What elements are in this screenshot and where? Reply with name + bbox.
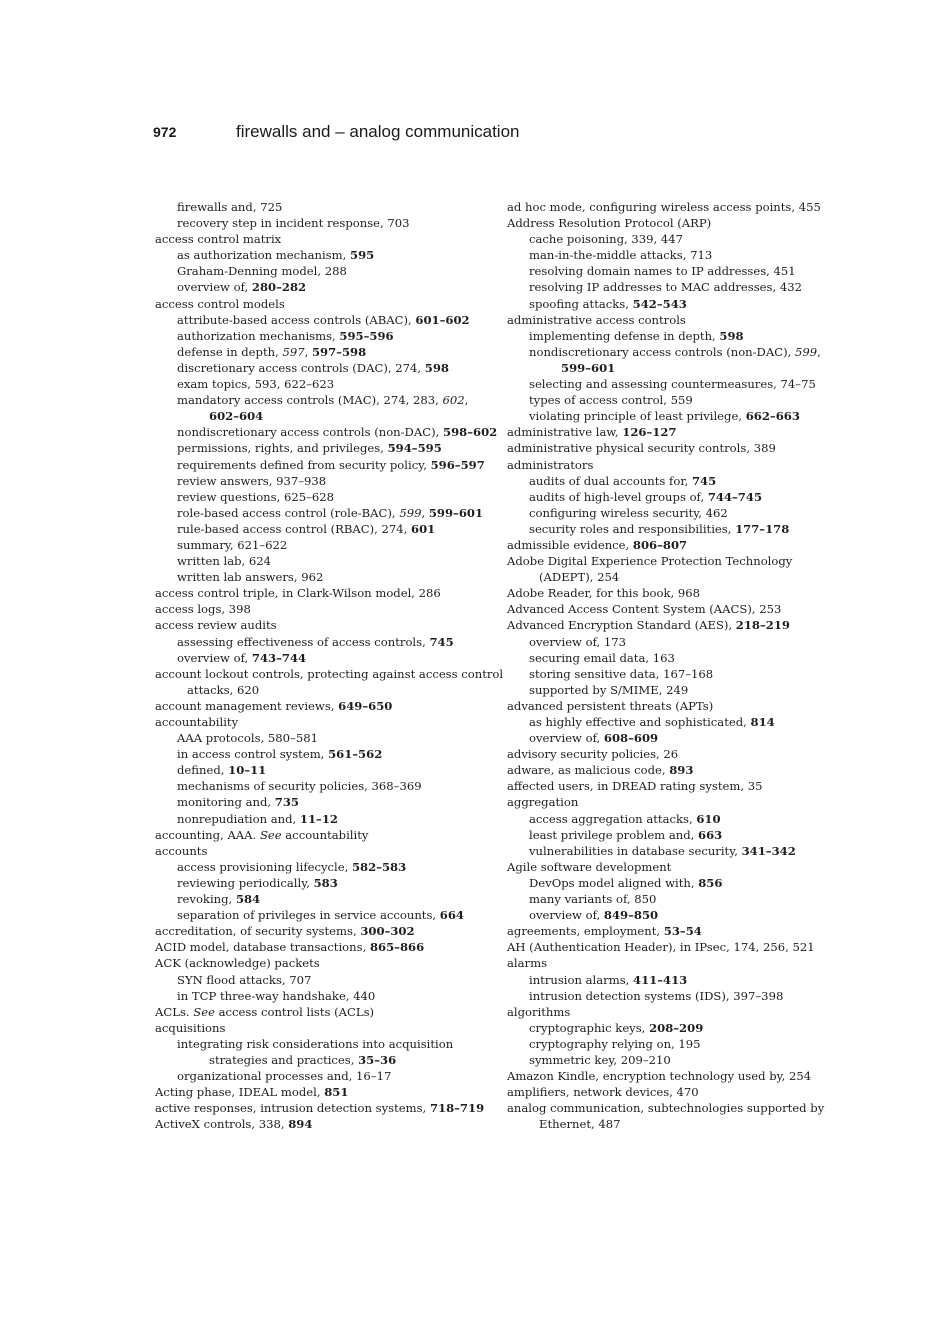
entry-text: integrating risk considerations into acquisition xyxy=(177,1036,454,1051)
entry-text: security roles and responsibilities, xyxy=(529,521,736,536)
index-subentry xyxy=(507,279,817,295)
entry-text: violating principle of least privilege, xyxy=(529,409,746,424)
index-subentry xyxy=(507,344,821,376)
index-subentry xyxy=(507,521,817,537)
entry-text: in access control system, xyxy=(177,747,329,762)
index-entry xyxy=(507,585,817,601)
index-subentry xyxy=(155,537,491,553)
page-ref-primary: 584 xyxy=(235,892,261,907)
index-subentry xyxy=(507,891,817,907)
entry-text: nonrepudiation and, xyxy=(177,811,300,826)
entry-text: nondiscretionary access controls (non-DAC), xyxy=(177,425,443,440)
index-subentry xyxy=(507,988,817,1004)
entry-text: review questions, 625–628 xyxy=(177,489,335,504)
page-ref-primary: 814 xyxy=(750,715,775,729)
page-ref-primary: 735 xyxy=(274,795,299,810)
index-entry xyxy=(155,1084,491,1100)
entry-text: resolving domain names to IP addresses, 451 xyxy=(529,264,796,279)
page-ref-primary: 208–209 xyxy=(649,1020,704,1035)
index-subentry xyxy=(155,424,498,440)
index-entry xyxy=(155,1100,491,1116)
entry-text: intrusion alarms, xyxy=(529,972,634,987)
entry-text: account management reviews, xyxy=(155,698,339,713)
index-subentry xyxy=(507,811,817,827)
entry-text: overview of, xyxy=(177,650,252,665)
index-entry xyxy=(155,1020,491,1036)
index-entry xyxy=(507,617,817,633)
index-column-right xyxy=(507,199,825,1132)
page-ref-primary: 542–543 xyxy=(632,296,687,311)
entry-text: acquisitions xyxy=(155,1020,226,1035)
index-subentry xyxy=(507,1052,817,1068)
index-subentry xyxy=(155,762,491,778)
entry-text: admissible evidence, xyxy=(507,537,633,552)
page-ref-primary: 601 xyxy=(411,521,436,536)
entry-text: Agile software development xyxy=(507,859,672,874)
entry-text: analog communication, subtechnologies supported by xyxy=(507,1101,825,1116)
entry-text: access aggregation attacks, xyxy=(529,811,697,826)
entry-text: cache poisoning, 339, 447 xyxy=(529,232,684,247)
page-ref-primary: 663 xyxy=(698,827,723,842)
index-subentry xyxy=(155,247,491,263)
entry-text: requirements defined from security policy, xyxy=(177,457,431,472)
index-subentry xyxy=(507,376,817,392)
entry-text: configuring wireless security, 462 xyxy=(529,505,728,520)
page-ref-primary: 595–596 xyxy=(339,328,394,343)
entry-text: overview of, xyxy=(177,280,252,295)
index-subentry xyxy=(155,569,491,585)
entry-text: Advanced Access Content System (AACS), 253 xyxy=(507,602,782,617)
entry-text: Advanced Encryption Standard (AES), xyxy=(507,618,736,633)
index-entry xyxy=(507,424,817,440)
index-subentry xyxy=(155,521,491,537)
entry-text: ACK (acknowledge) packets xyxy=(155,956,320,971)
entry-text: advisory security policies, 26 xyxy=(507,747,679,762)
index-subentry xyxy=(155,794,491,810)
page-ref-italic: See xyxy=(193,1004,215,1019)
index-subentry xyxy=(155,440,491,456)
entry-text: access control matrix xyxy=(155,232,282,247)
entry-text: adware, as malicious code, xyxy=(507,763,670,778)
index-subentry xyxy=(507,263,817,279)
index-subentry xyxy=(155,988,491,1004)
entry-text: symmetric key, 209–210 xyxy=(529,1052,671,1067)
entry-text: DevOps model aligned with, xyxy=(529,875,699,890)
page-ref-primary: 11–12 xyxy=(299,811,338,826)
page-ref-primary: 610 xyxy=(696,811,721,826)
entry-text: amplifiers, network devices, 470 xyxy=(507,1085,699,1100)
entry-text: Ethernet, 487 xyxy=(539,1117,621,1132)
index-subentry xyxy=(155,312,491,328)
entry-text: access provisioning lifecycle, xyxy=(177,859,352,874)
index-entry xyxy=(507,778,817,794)
entry-text: accountability xyxy=(155,715,239,729)
page-ref-italic: 599 xyxy=(399,505,422,520)
running-head: firewalls and – analog communication xyxy=(236,122,520,141)
index-subentry xyxy=(155,811,491,827)
index-entry xyxy=(507,859,817,875)
index-entry xyxy=(155,714,491,730)
index-subentry xyxy=(507,827,817,843)
entry-text: organizational processes and, 16–17 xyxy=(177,1069,392,1084)
entry-text: strategies and practices, xyxy=(209,1052,359,1067)
index-entry xyxy=(155,231,491,247)
page-number: 972 xyxy=(153,124,177,140)
entry-text: exam topics, 593, 622–623 xyxy=(177,377,335,392)
entry-text: cryptography relying on, 195 xyxy=(529,1036,701,1051)
index-subentry xyxy=(155,360,491,376)
entry-text: advanced persistent threats (APTs) xyxy=(507,698,714,713)
index-entry xyxy=(507,312,817,328)
page-ref-primary: 411–413 xyxy=(633,972,688,987)
index-subentry xyxy=(507,296,817,312)
index-entry xyxy=(155,601,491,617)
entry-text: rule-based access control (RBAC), 274, xyxy=(177,521,412,536)
page-ref-primary: 893 xyxy=(669,763,694,778)
index-entry xyxy=(155,923,491,939)
page-ref-primary: 596–597 xyxy=(430,457,485,472)
page-header xyxy=(153,122,853,146)
entry-text: defined, xyxy=(177,763,229,778)
index-subentry xyxy=(507,231,817,247)
page-ref-primary: 53–54 xyxy=(663,924,702,939)
index-subentry xyxy=(507,634,817,650)
page-ref-primary: 649–650 xyxy=(338,698,393,713)
index-subentry xyxy=(155,650,491,666)
index-entry xyxy=(507,537,817,553)
entry-text: discretionary access controls (DAC), 274, xyxy=(177,360,425,375)
index-subentry xyxy=(507,972,817,988)
page-ref-primary: 865–866 xyxy=(369,940,425,955)
entry-text: Address Resolution Protocol (ARP) xyxy=(507,216,712,231)
page-ref-primary: 745 xyxy=(429,634,454,649)
entry-text: role-based access control (role-BAC), xyxy=(177,505,400,520)
index-entry xyxy=(507,457,817,473)
entry-text: , xyxy=(304,344,312,359)
index-subentry xyxy=(155,907,491,923)
entry-text: affected users, in DREAD rating system, 35 xyxy=(507,779,763,794)
entry-text: least privilege problem and, xyxy=(529,827,699,842)
entry-text: Acting phase, IDEAL model, xyxy=(155,1085,325,1100)
entry-text: audits of high-level groups of, xyxy=(529,489,708,504)
index-entry xyxy=(507,698,817,714)
entry-text: ACLs. xyxy=(155,1004,194,1019)
entry-text: accounting, AAA. xyxy=(155,827,260,842)
index-subentry xyxy=(155,505,491,521)
index-column-left xyxy=(155,199,504,1132)
entry-text: implementing defense in depth, xyxy=(529,328,720,343)
index-entry xyxy=(507,215,817,231)
page-ref-italic: 602 xyxy=(442,393,465,408)
entry-text: agreements, employment, xyxy=(507,924,664,939)
page-ref-primary: 341–342 xyxy=(741,843,796,858)
page-ref-primary: 218–219 xyxy=(735,618,790,633)
index-subentry xyxy=(155,376,491,392)
page-ref-primary: 608–609 xyxy=(603,731,659,746)
entry-text: overview of, xyxy=(529,908,604,923)
page-ref-primary: 851 xyxy=(324,1085,349,1100)
index-subentry xyxy=(155,1036,491,1068)
index-entry xyxy=(507,1100,825,1132)
entry-text: mandatory access controls (MAC), 274, 283, xyxy=(177,393,443,408)
index-entry xyxy=(507,199,821,215)
page-ref-primary: 598–602 xyxy=(443,425,498,440)
entry-text: access logs, 398 xyxy=(155,602,251,617)
entry-text: , xyxy=(464,393,469,408)
index-entry xyxy=(507,939,817,955)
index-subentry xyxy=(155,215,491,231)
entry-text: ACID model, database transactions, xyxy=(155,940,370,955)
entry-text: vulnerabilities in database security, xyxy=(529,843,742,858)
entry-text: monitoring and, xyxy=(177,795,275,810)
entry-text: intrusion detection systems (IDS), 397–398 xyxy=(529,988,784,1003)
entry-text: permissions, rights, and privileges, xyxy=(177,441,388,456)
index-entry xyxy=(507,1084,817,1100)
index-subentry xyxy=(155,1068,491,1084)
entry-text: man-in-the-middle attacks, 713 xyxy=(529,248,713,263)
entry-text: administrative law, xyxy=(507,425,623,440)
entry-text: audits of dual accounts for, xyxy=(529,473,692,488)
index-entry xyxy=(507,762,817,778)
entry-text: assessing effectiveness of access controls, xyxy=(177,634,430,649)
entry-text: separation of privileges in service accounts, xyxy=(177,908,440,923)
index-subentry xyxy=(155,859,491,875)
index-subentry xyxy=(507,666,817,682)
entry-text: nondiscretionary access controls (non-DAC), xyxy=(529,344,795,359)
index-entry xyxy=(155,666,504,698)
entry-text: accreditation, of security systems, xyxy=(155,924,361,939)
entry-text: accountability xyxy=(281,827,369,842)
entry-text: authorization mechanisms, xyxy=(177,328,340,343)
index-subentry xyxy=(155,634,491,650)
entry-text: ad hoc mode, configuring wireless access points, 455 xyxy=(507,200,821,214)
index-subentry xyxy=(155,746,491,762)
index-subentry xyxy=(507,843,817,859)
page-ref-primary: 602–604 xyxy=(209,409,264,424)
page-ref-primary: 849–850 xyxy=(603,908,659,923)
index-subentry xyxy=(507,408,817,424)
page-ref-italic: See xyxy=(259,827,282,842)
index-entry xyxy=(507,955,817,971)
index-entry xyxy=(507,1068,817,1084)
entry-text: revoking, xyxy=(177,892,236,907)
entry-text: access review audits xyxy=(155,618,277,633)
index-subentry xyxy=(507,1020,817,1036)
index-subentry xyxy=(155,344,491,360)
entry-text: resolving IP addresses to MAC addresses, 432 xyxy=(529,280,802,295)
index-subentry xyxy=(155,392,491,424)
entry-text: supported by S/MIME, 249 xyxy=(529,682,689,697)
index-subentry xyxy=(155,489,491,505)
entry-text: written lab answers, 962 xyxy=(177,570,324,585)
page-ref-primary: 598 xyxy=(424,360,449,375)
index-subentry xyxy=(155,263,491,279)
entry-text: administrative physical security controls, 389 xyxy=(507,441,776,456)
index-entry xyxy=(155,617,491,633)
index-entry xyxy=(155,827,491,843)
index-subentry xyxy=(507,907,817,923)
index-subentry xyxy=(155,972,491,988)
index-subentry xyxy=(507,682,817,698)
entry-text: cryptographic keys, xyxy=(529,1020,650,1035)
page-ref-primary: 35–36 xyxy=(358,1052,397,1067)
entry-text: (ADEPT), 254 xyxy=(539,570,620,585)
entry-text: administrative access controls xyxy=(507,312,686,327)
index-subentry xyxy=(507,247,817,263)
entry-text: account lockout controls, protecting against access control xyxy=(155,666,504,681)
entry-text: recovery step in incident response, 703 xyxy=(177,216,410,231)
index-entry xyxy=(507,553,817,585)
index-subentry xyxy=(155,778,491,794)
entry-text: algorithms xyxy=(507,1004,571,1019)
page-ref-primary: 662–663 xyxy=(745,409,800,424)
entry-text: access control triple, in Clark-Wilson model, 286 xyxy=(155,586,441,601)
entry-text: types of access control, 559 xyxy=(529,393,693,408)
index-entry xyxy=(507,746,817,762)
index-entry xyxy=(507,601,817,617)
entry-text: Graham-Denning model, 288 xyxy=(177,264,347,279)
index-subentry xyxy=(507,1036,817,1052)
entry-text: mechanisms of security policies, 368–369 xyxy=(177,779,422,794)
page-ref-primary: 664 xyxy=(439,908,464,923)
index-subentry xyxy=(155,875,491,891)
page-ref-italic: 599 xyxy=(795,344,818,359)
index-subentry xyxy=(155,891,491,907)
entry-text: Adobe Digital Experience Protection Technology xyxy=(507,554,793,569)
entry-text: storing sensitive data, 167–168 xyxy=(529,666,714,681)
entry-text: , xyxy=(817,344,821,359)
page-ref-primary: 598 xyxy=(719,328,744,343)
entry-text: , xyxy=(421,505,429,520)
index-subentry xyxy=(507,473,817,489)
page-ref-primary: 601–602 xyxy=(415,312,470,327)
entry-text: as highly effective and sophisticated, xyxy=(529,715,751,729)
entry-text: in TCP three-way handshake, 440 xyxy=(177,988,376,1003)
entry-text: review answers, 937–938 xyxy=(177,473,327,488)
page-ref-primary: 743–744 xyxy=(251,650,307,665)
entry-text: aggregation xyxy=(507,795,579,810)
entry-text: administrators xyxy=(507,457,594,472)
entry-text: ActiveX controls, 338, xyxy=(155,1117,289,1132)
page-ref-primary: 582–583 xyxy=(351,859,407,874)
entry-text: many variants of, 850 xyxy=(529,892,657,907)
page-ref-primary: 806–807 xyxy=(632,537,688,552)
index-subentry xyxy=(155,279,491,295)
page-ref-primary: 583 xyxy=(313,875,338,890)
index-subentry xyxy=(507,505,817,521)
entry-text: attacks, 620 xyxy=(187,682,260,697)
index-subentry xyxy=(155,199,491,215)
entry-text: access control lists (ACLs) xyxy=(214,1004,375,1019)
index-entry xyxy=(155,939,491,955)
entry-text: alarms xyxy=(507,956,548,971)
index-entry xyxy=(155,1004,491,1020)
entry-text: overview of, xyxy=(529,731,604,746)
page-ref-primary: 177–178 xyxy=(735,521,790,536)
index-subentry xyxy=(507,328,817,344)
index-subentry xyxy=(155,473,491,489)
entry-text: Adobe Reader, for this book, 968 xyxy=(507,586,701,601)
entry-text: SYN flood attacks, 707 xyxy=(177,972,312,987)
index-subentry xyxy=(155,328,491,344)
entry-text: overview of, 173 xyxy=(529,634,627,649)
index-subentry xyxy=(507,392,817,408)
index-entry xyxy=(155,1116,491,1132)
entry-text: defense in depth, xyxy=(177,344,283,359)
index-entry xyxy=(155,698,491,714)
entry-text: summary, 621–622 xyxy=(177,537,288,552)
page-ref-primary: 300–302 xyxy=(360,924,415,939)
index-subentry xyxy=(507,875,817,891)
index-entry xyxy=(507,440,817,456)
page-ref-primary: 10–11 xyxy=(228,763,267,778)
page-ref-primary: 561–562 xyxy=(328,747,383,762)
page-ref-primary: 597–598 xyxy=(311,344,367,359)
page-ref-primary: 894 xyxy=(288,1117,313,1132)
index-subentry xyxy=(155,457,491,473)
entry-text: attribute-based access controls (ABAC), xyxy=(177,312,416,327)
page-ref-italic: 597 xyxy=(282,344,305,359)
page-ref-primary: 280–282 xyxy=(251,280,307,295)
index-entry xyxy=(507,794,817,810)
entry-text: active responses, intrusion detection systems, xyxy=(155,1101,430,1116)
entry-text: AH (Authentication Header), in IPsec, 174, 256, 521 xyxy=(507,940,815,955)
index-entry xyxy=(155,585,491,601)
index-subentry xyxy=(507,714,817,730)
entry-text: accounts xyxy=(155,843,208,858)
entry-text: as authorization mechanism, xyxy=(177,248,351,263)
page-ref-primary: 718–719 xyxy=(429,1101,485,1116)
index-subentry xyxy=(507,650,817,666)
page-ref-primary: 745 xyxy=(691,473,717,488)
entry-text: Amazon Kindle, encryption technology used by, 254 xyxy=(507,1069,812,1084)
entry-text: securing email data, 163 xyxy=(529,650,675,665)
index-subentry xyxy=(155,553,491,569)
index-subentry xyxy=(507,489,817,505)
page-ref-primary: 744–745 xyxy=(707,489,763,504)
page-ref-primary: 594–595 xyxy=(387,441,442,456)
index-entry xyxy=(155,843,491,859)
index-entry xyxy=(155,296,491,312)
index-entry xyxy=(507,1004,817,1020)
index-entry xyxy=(507,923,817,939)
index-subentry xyxy=(507,730,817,746)
entry-text: access control models xyxy=(155,296,285,311)
index-subentry xyxy=(155,730,491,746)
entry-text: selecting and assessing countermeasures, 74–75 xyxy=(529,377,816,392)
entry-text: firewalls and, 725 xyxy=(177,200,283,214)
entry-text: AAA protocols, 580–581 xyxy=(177,731,318,746)
page-ref-primary: 856 xyxy=(698,875,723,890)
page-ref-primary: 595 xyxy=(350,248,375,263)
page-ref-primary: 126–127 xyxy=(622,425,677,440)
entry-text: reviewing periodically, xyxy=(177,875,314,890)
page-ref-primary: 599–601 xyxy=(561,360,616,375)
page-ref-primary: 599–601 xyxy=(428,505,484,520)
entry-text: written lab, 624 xyxy=(177,554,272,569)
entry-text: spoofing attacks, xyxy=(529,296,633,311)
index-entry xyxy=(155,955,491,971)
